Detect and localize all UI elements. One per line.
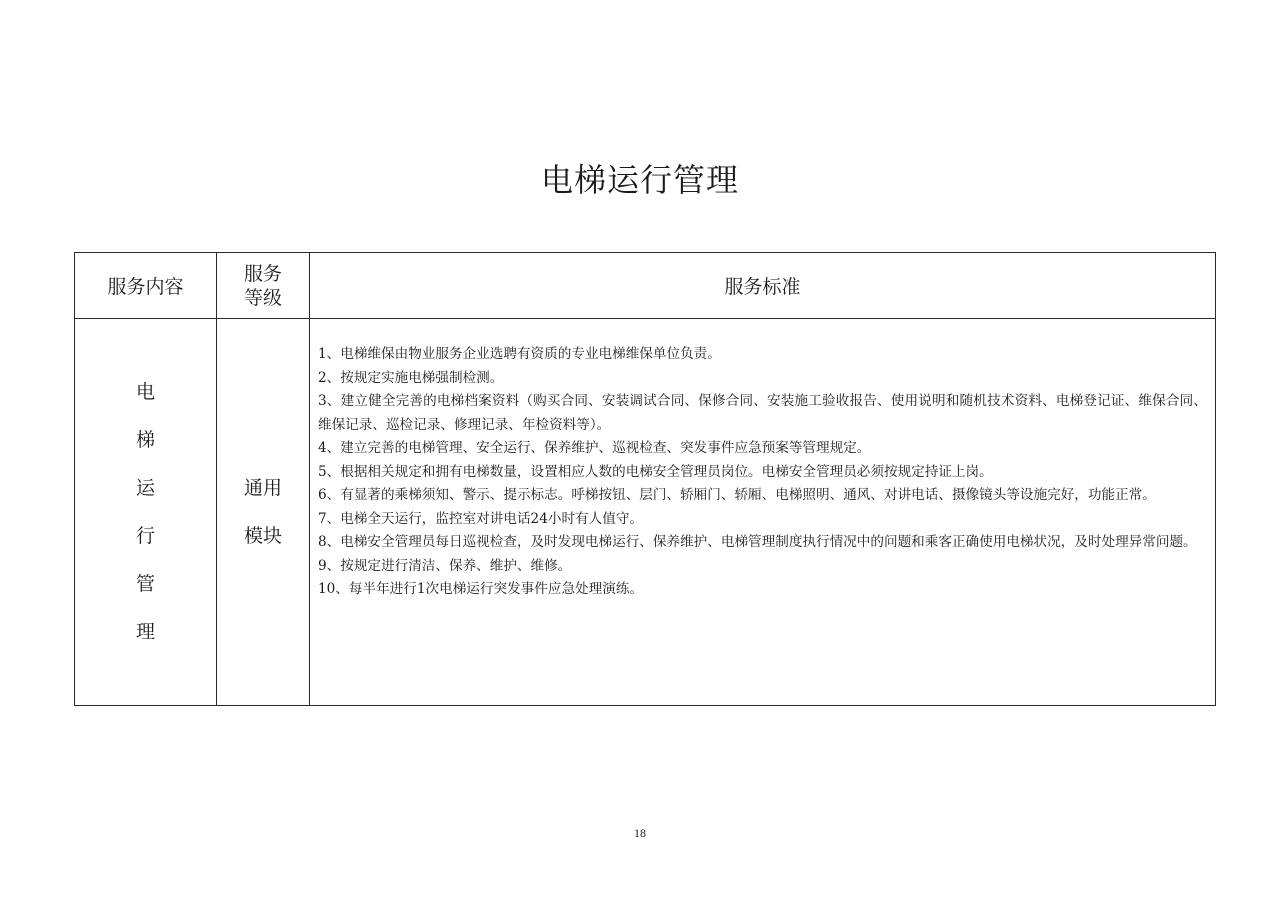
standard-item: 5、根据相关规定和拥有电梯数量，设置相应人数的电梯安全管理员岗位。电梯安全管理员必须按规定持证上岗。	[318, 463, 993, 480]
page-number: 18	[634, 826, 646, 840]
service-content-char: 运	[135, 477, 155, 499]
header-service-level-line2: 等级	[243, 286, 282, 309]
service-level-line1: 通用	[243, 477, 282, 499]
standard-item: 4、建立完善的电梯管理、安全运行、保养维护、巡视检查、突发事件应急预案等管理规定。	[318, 440, 871, 456]
standard-item: 1、电梯维保由物业服务企业选聘有资质的专业电梯维保单位负责。	[318, 346, 721, 362]
standard-item: 7、电梯全天运行，监控室对讲电话24小时有人值守。	[318, 510, 644, 527]
service-content-char: 管	[135, 573, 155, 595]
service-content-char: 理	[135, 621, 155, 643]
service-content-cell	[75, 319, 217, 706]
table-row	[75, 319, 1216, 706]
standard-item: 9、按规定进行清洁、保养、维护、维修。	[318, 557, 572, 574]
header-service-standard: 服务标准	[310, 253, 1216, 319]
standard-item: 6、有显著的乘梯须知、警示、提示标志。呼梯按钮、层门、轿厢门、轿厢、电梯照明、通风、对讲电话、摄像镜头等设施完好，功能正常。	[318, 487, 1156, 503]
table-header-row	[75, 253, 1216, 319]
header-service-content: 服务内容	[75, 253, 217, 319]
standard-item: 8、电梯安全管理员每日巡视检查，及时发现电梯运行、保养维护、电梯管理制度执行情况中的问题和乘客正确使用电梯状况，及时处理异常问题。	[318, 534, 1197, 550]
service-content-char: 电	[135, 381, 155, 403]
service-level-line2: 模块	[243, 525, 282, 547]
header-service-level	[217, 253, 310, 319]
service-content-char: 行	[135, 525, 155, 547]
standard-item: 10、每半年进行1次电梯运行突发事件应急处理演练。	[318, 581, 644, 597]
service-standard-cell	[310, 319, 1216, 706]
standard-item: 3、建立健全完善的电梯档案资料（购买合同、安装调试合同、保修合同、安装施工验收报告、使用说明和随机技术资料、电梯登记证、维保合同、维保记录、巡检记录、修理记录、年检资料等）。	[318, 393, 1207, 433]
service-level-cell	[217, 319, 310, 706]
page-title: 电梯运行管理	[540, 161, 739, 199]
service-standard-table	[74, 252, 1216, 706]
standard-item: 2、按规定实施电梯强制检测。	[318, 369, 504, 386]
service-content-char: 梯	[135, 429, 155, 451]
header-service-level-line1: 服务	[243, 262, 282, 285]
